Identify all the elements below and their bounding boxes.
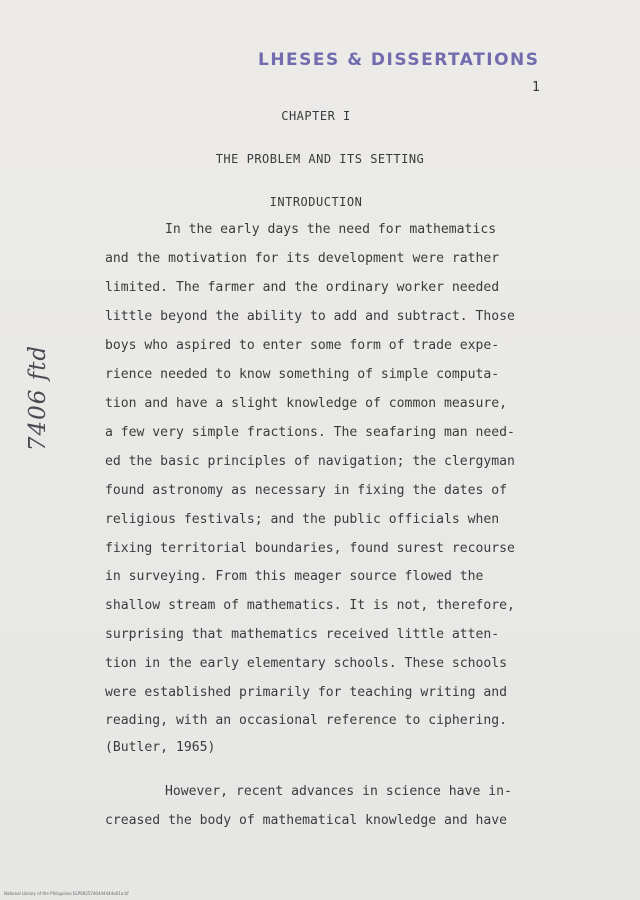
text-line: fixing territorial boundaries, found surest recourse [105,541,515,556]
text-line: reading, with an occasional reference to ciphering. [105,713,508,728]
text-line: found astronomy as necessary in fixing the dates of [105,483,508,498]
text-line: tion and have a slight knowledge of common measure, [105,396,508,411]
text-line: boys who aspired to enter some form of trade expe- [105,338,500,353]
text-line: religious festivals; and the public officials when [105,512,500,527]
text-line: little beyond the ability to add and subtract. Those [105,309,515,324]
text-line: However, recent advances in science have in- [165,784,512,799]
text-line: tion in the early elementary schools. These schools [105,656,508,671]
text-line: rience needed to know something of simple computa- [105,367,500,382]
scan-footer: National Library of the Philippines ELP0025740444444e61a.tif [4,891,129,896]
text-line: In the early days the need for mathematics [165,222,497,237]
text-line: a few very simple fractions. The seafaring man need- [105,425,515,440]
text-line: in surveying. From this meager source flowed the [105,569,484,584]
theses-stamp: LHESES & DISSERTATIONS [258,50,540,70]
text-line: and the motivation for its development were rather [105,251,500,266]
text-line: shallow stream of mathematics. It is not, therefore, [105,598,515,613]
text-line: surprising that mathematics received little atten- [105,627,500,642]
introduction-heading: INTRODUCTION [269,195,363,209]
section-title: THE PROBLEM AND ITS SETTING [215,152,425,166]
chapter-heading: CHAPTER I [281,109,351,123]
citation: (Butler, 1965) [105,740,216,755]
page-number: 1 [532,80,540,95]
text-line: were established primarily for teaching writing and [105,685,508,700]
handwritten-margin-note: 7406 ftd [25,344,51,452]
text-line: limited. The farmer and the ordinary worker needed [105,280,500,295]
text-line: creased the body of mathematical knowledge and have [105,813,508,828]
text-line: ed the basic principles of navigation; the clergyman [105,454,515,469]
